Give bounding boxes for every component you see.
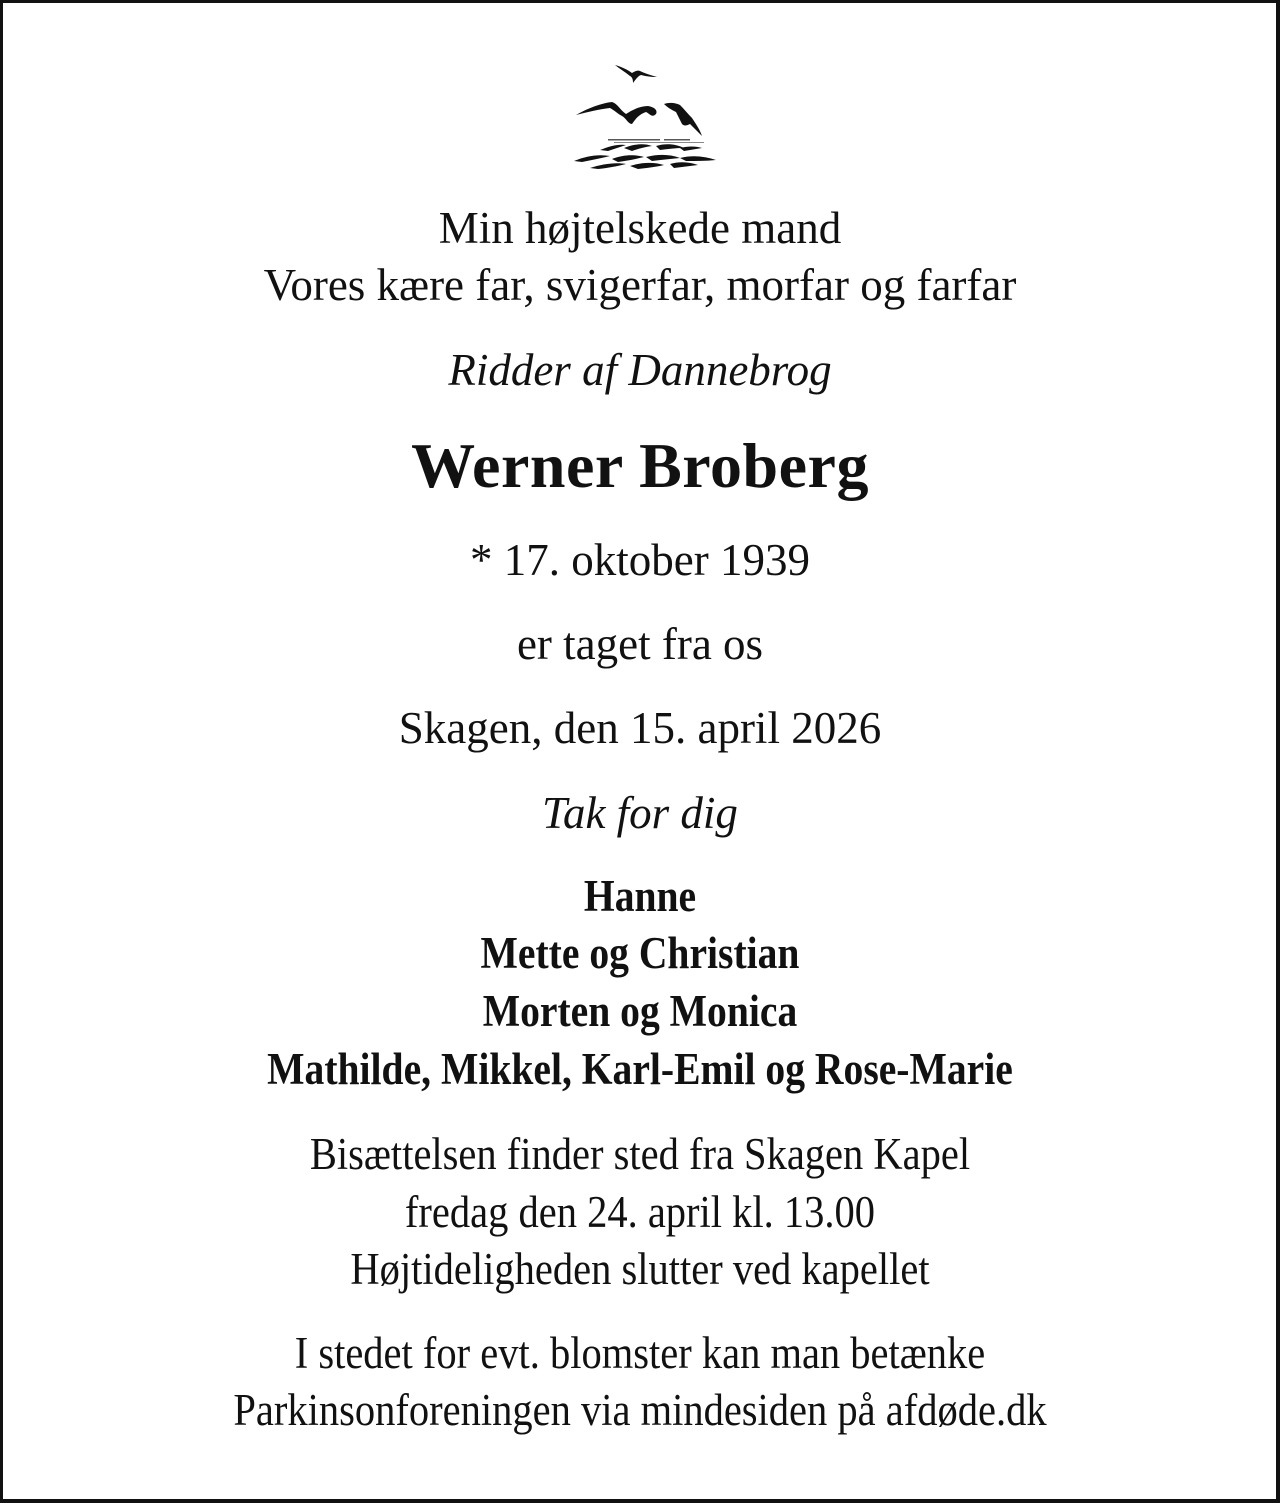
donation-line-1: I stedet for evt. blomster kan man betænke	[294, 1328, 986, 1378]
mourner-line: Morten og Monica	[482, 986, 798, 1036]
deceased-name: Werner Broberg	[411, 430, 869, 501]
intro-line-1: Min højtelskede mand	[438, 203, 842, 253]
donation-line-2: Parkinsonforeningen via mindesiden på afdøde.dk	[233, 1385, 1047, 1435]
mourner-line: Mathilde, Mikkel, Karl-Emil og Rose-Marie	[267, 1044, 1013, 1094]
place-and-date: Skagen, den 15. april 2026	[398, 703, 882, 753]
birth-date: * 17. oktober 1939	[470, 535, 810, 585]
intro-line-2: Vores kære far, svigerfar, morfar og farfar	[263, 260, 1017, 310]
mourner-line: Hanne	[583, 871, 697, 921]
funeral-line-2: fredag den 24. april kl. 13.00	[404, 1187, 876, 1237]
funeral-line-1: Bisættelsen finder sted fra Skagen Kapel	[309, 1129, 971, 1179]
funeral-line-3: Højtideligheden slutter ved kapellet	[350, 1244, 930, 1294]
passed-text: er taget fra os	[516, 619, 764, 669]
honor-title: Ridder af Dannebrog	[448, 345, 832, 395]
seagulls-over-waves-icon	[560, 58, 730, 170]
farewell-text: Tak for dig	[542, 788, 738, 838]
mourner-line: Mette og Christian	[480, 928, 800, 978]
